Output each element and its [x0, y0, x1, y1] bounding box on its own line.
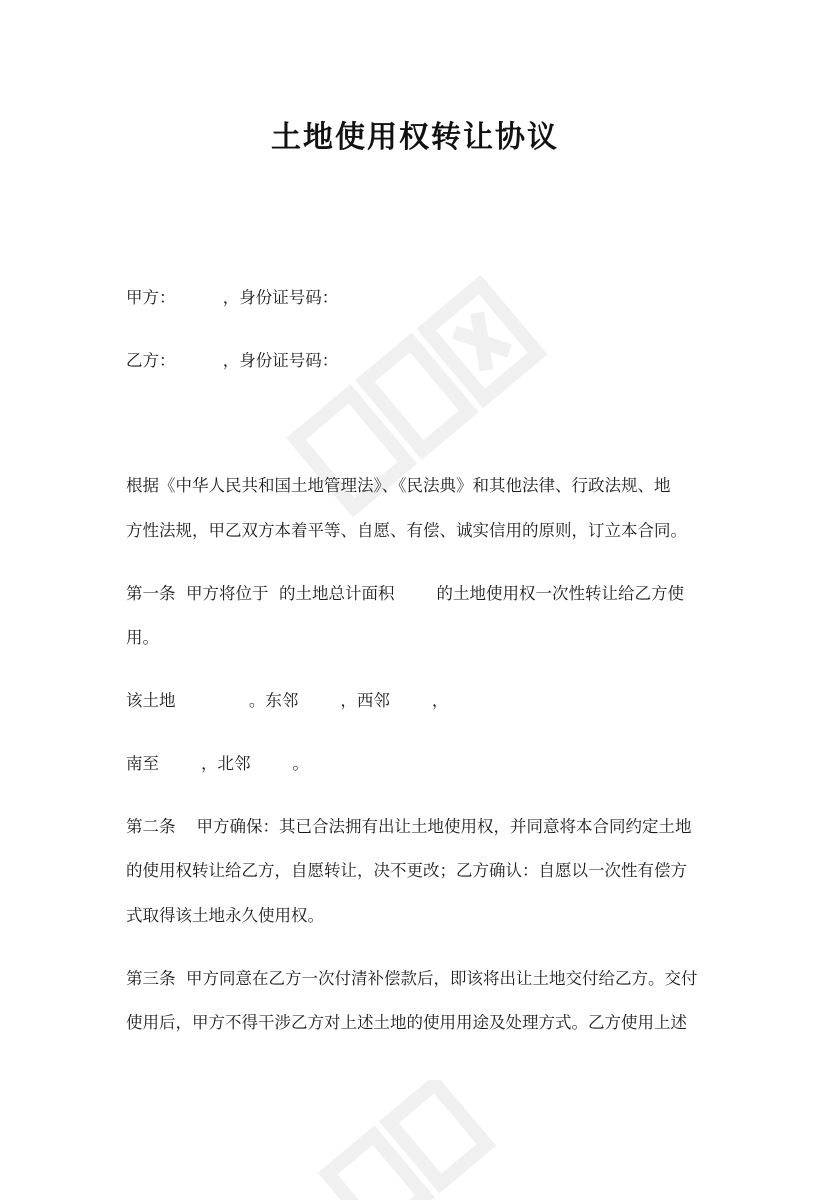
article3-line-1: 第三条 甲方同意在乙方一次付清补偿款后，即该将出让土地交付给乙方。交付: [126, 969, 698, 988]
boundary-line-1: 该土地 。东邻 ，西邻 ，: [126, 691, 449, 710]
document-title: 土地使用权转让协议: [271, 120, 559, 155]
article2-line-1: 第二条 甲方确保：其已合法拥有出让土地使用权，并同意将本合同约定土地: [126, 817, 692, 836]
party-a-line: 甲方： ，身份证号码：: [126, 288, 339, 307]
boundary-line-2: 南至 ，北邻 。: [126, 754, 309, 773]
article3-line-2: 使用后，甲方不得干涉乙方对上述土地的使用用途及处理方式。乙方使用上述: [126, 1013, 687, 1032]
intro-line-2: 方性法规，甲乙双方本着平等、自愿、有偿、诚实信用的原则，订立本合同。: [126, 521, 687, 540]
party-b-line: 乙方： ，身份证号码：: [126, 351, 339, 370]
watermark-stamp-icon: [300, 1080, 560, 1200]
article2-line-3: 式取得该土地永久使用权。: [126, 906, 324, 925]
article1-line-1: 第一条 甲方将位于 的土地总计面积 的土地使用权一次性转让给乙方使: [126, 584, 684, 603]
article1-line-2: 用。: [126, 628, 159, 647]
intro-line-1: 根据《中华人民共和国土地管理法》、《民法典》和其他法律、行政法规、地: [126, 476, 671, 495]
article2-line-2: 的使用权转让给乙方，自愿转让，决不更改；乙方确认：自愿以一次性有偿方: [126, 861, 687, 880]
